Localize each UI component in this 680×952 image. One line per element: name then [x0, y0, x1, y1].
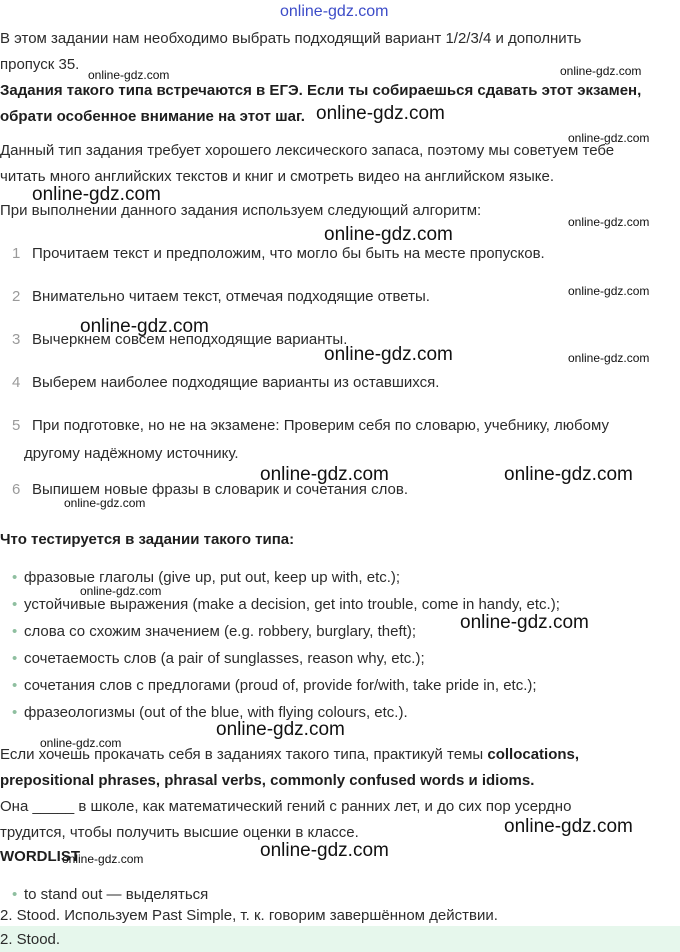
watermark: online-gdz.com [560, 64, 642, 78]
practice-period: . [530, 772, 535, 789]
bullet-icon: • [12, 596, 18, 613]
step-number: 1 [12, 245, 21, 262]
list-item: устойчивые выражения (make a decision, get into trouble, come in handy, etc.); [24, 596, 560, 613]
list-item: слова со схожим значением (e.g. robbery, burglary, theft); [24, 623, 416, 640]
practice-topics: collocations, [487, 746, 580, 763]
list-item: сочетания слов с предлогами (proud of, provide for/with, take pride in, etc.); [24, 677, 537, 694]
intro-line-2: пропуск 35. [0, 56, 80, 73]
watermark: online-gdz.com [324, 224, 453, 245]
intro-line-1: В этом задании нам необходимо выбрать подходящий вариант 1/2/3/4 и дополнить [0, 30, 582, 47]
watermark: online-gdz.com [568, 284, 650, 298]
answer-highlight [0, 926, 680, 952]
step-text: Внимательно читаем текст, отмечая подходящие ответы. [32, 288, 430, 305]
tested-heading: Что тестируется в задании такого типа: [0, 531, 295, 548]
watermark-top: online-gdz.com [280, 3, 389, 20]
watermark: online-gdz.com [504, 816, 633, 837]
watermark: online-gdz.com [62, 852, 144, 866]
watermark: online-gdz.com [568, 131, 650, 145]
vocab-note-line-1: Данный тип задания требует хорошего лексического запаса, поэтому мы советуем тебе [0, 142, 615, 159]
watermark: online-gdz.com [216, 719, 345, 740]
watermark: online-gdz.com [80, 584, 162, 598]
step-number: 2 [12, 288, 21, 305]
bullet-icon: • [12, 569, 18, 586]
bullet-icon: • [12, 623, 18, 640]
exam-note-line-2: обрати особенное внимание на этот шаг. [0, 108, 305, 125]
bullet-icon: • [12, 650, 18, 667]
step-text: Прочитаем текст и предположим, что могло бы быть на месте пропусков. [32, 245, 545, 262]
explanation: 2. Stood. Используем Past Simple, т. к. говорим завершённом действии. [0, 907, 498, 924]
wordlist-heading: WORDLIST [0, 848, 80, 865]
algorithm-intro: При выполнении данного задания используем следующий алгоритм: [0, 202, 482, 219]
bullet-icon: • [12, 704, 18, 721]
step-number: 3 [12, 331, 21, 348]
watermark: online-gdz.com [80, 316, 209, 337]
step-text: Выберем наиболее подходящие варианты из оставшихся. [32, 374, 440, 391]
step-text-continued: другому надёжному источнику. [24, 445, 239, 462]
step-text: Вычеркнем совсем неподходящие варианты. [32, 331, 348, 348]
watermark: online-gdz.com [260, 840, 389, 861]
watermark: online-gdz.com [88, 68, 170, 82]
bullet-icon: • [12, 677, 18, 694]
wordlist-item: to stand out — выделяться [24, 886, 209, 903]
step-number: 4 [12, 374, 21, 391]
watermark: online-gdz.com [568, 351, 650, 365]
answer: 2. Stood. [0, 931, 61, 948]
step-text: Выпишем новые фразы в словарик и сочетания слов. [32, 481, 408, 498]
list-item: фразовые глаголы (give up, put out, keep up with, etc.); [24, 569, 401, 586]
watermark: online-gdz.com [32, 184, 161, 205]
practice-line-2 [0, 770, 534, 792]
vocab-note-line-2: читать много английских текстов и книг и смотреть видео на английском языке. [0, 168, 554, 185]
practice-topics-continued: prepositional phrases, phrasal verbs, commonly confused words и idioms [0, 772, 531, 789]
step-number: 6 [12, 481, 21, 498]
exam-note-line-1: Задания такого типа встречаются в ЕГЭ. Если ты собираешься сдавать этот экзамен, [0, 82, 642, 99]
task-sentence-line-1: Она _____ в школе, как математический гений с ранних лет, и до сих пор усердно [0, 798, 572, 815]
watermark: online-gdz.com [460, 612, 589, 633]
watermark: online-gdz.com [324, 344, 453, 365]
list-item: фразеологизмы (out of the blue, with flying colours, etc.). [24, 704, 408, 721]
watermark: online-gdz.com [64, 496, 146, 510]
watermark: online-gdz.com [40, 736, 122, 750]
task-sentence-line-2: трудится, чтобы получить высшие оценки в классе. [0, 824, 359, 841]
step-number: 5 [12, 417, 21, 434]
watermark: online-gdz.com [260, 464, 389, 485]
list-item: сочетаемость слов (a pair of sunglasses, reason why, etc.); [24, 650, 425, 667]
step-text: При подготовке, но не на экзамене: Проверим себя по словарю, учебнику, любому [32, 417, 609, 434]
watermark: online-gdz.com [316, 103, 445, 124]
practice-text: Если хочешь прокачать себя в заданиях такого типа, практикуй темы [0, 746, 488, 763]
watermark: online-gdz.com [504, 464, 633, 485]
watermark: online-gdz.com [568, 215, 650, 229]
bullet-icon: • [12, 886, 18, 903]
